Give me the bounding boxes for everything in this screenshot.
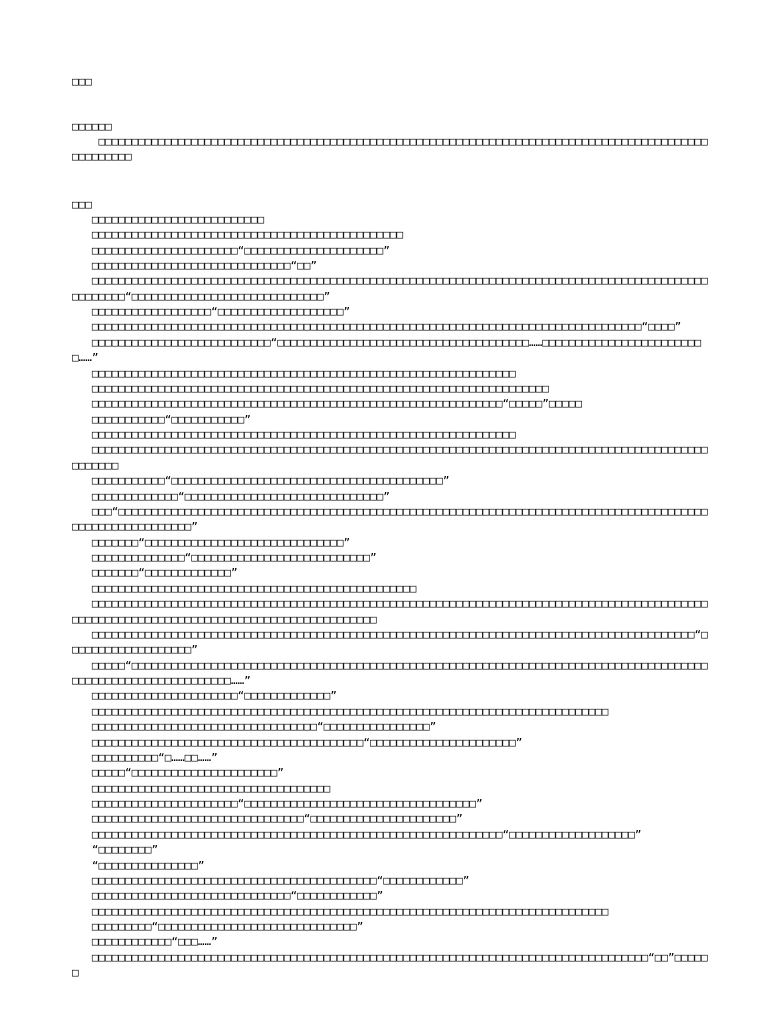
text-line: □□□□□□□□□□□□□□“□□□□□□□□□□□□□□□□□□□□□□□□□□□”: [72, 551, 377, 565]
text-line: □□□□□□□□□□□□□□□□□□□□□□□□□□□□□□□□“□□□□□□□□□□□□□□□□□□□□□□”: [72, 812, 463, 826]
section-spacer: [72, 165, 708, 197]
text-line: □□□□□□□□□□□□□□□□□□□□□□□□□□□□□□□□□□□□□□□□□□□□□□□□□□□□□□□□□□□□□□□□□□□□□□□□□□□□□□□□□□□□“□□”□□□□□□: [72, 950, 708, 980]
text-line: □□□□□□□□□□□□□□□□□□□□□□□□□□□□□□□□□□□□□□□□□“□□□□□□□□□□□□□□□□□□□□□□”: [72, 735, 523, 749]
text-line: □□□□□□□□□“□□□□□□□□□□□□□□□□□□□□□□□□□□□□□□”: [72, 920, 364, 934]
text-line: “□□□□□□□□□□□□□□□”: [72, 858, 205, 872]
text-line: □□□□□“□□□□□□□□□□□□□□□□□□□□□□”: [72, 766, 284, 780]
text-line: □□□□□□□□□□□□□□□□□□□□□□□□□□□□□□□□□□□□□□□□□□□□□□□□□□□□□□□□□□□□□□□□□□□□□□□□□□□□□□: [72, 904, 609, 918]
text-line: □□□□□□□□□□□“□□□□□□□□□□□”: [72, 412, 251, 426]
text-line: □□□□□□□□□□□□□□□□□□□□□□□□□□□□□□□□□□□□□□□□□□□□□□□□□□□□□□□□□□□□□□□□: [72, 366, 516, 380]
text-line: □□□□□“□□□□□□□□□□□□□□□□□□□□□□□□□□□□□□□□□□□□□□□□□□□□□□□□□□□□□□□□□□□□□□□□□□□□□□□□□□□□□□□□□□□□□□□□□□□□□□□□□□□□□□□□□□□□□□□……”: [72, 658, 708, 688]
text-line: □□□□□□□□□□□□□□□□□□□□□□□□□□□□□□□□□□□□□□□□□□□□□□□□□□□□□□□□□□□□□□□□□□□□□□□□□□□□□□□□□□□□□□□□□□□□□□□□□□□□□“□□□□□□□□□□□□□□□□□□□□□□□□□□□□□”: [72, 274, 708, 303]
text-line: □□□□□□□□□□□□□□□□□□□□□□□□□□□□□□□□□□□□□□□□□□□“□□□□□□□□□□□□”: [72, 873, 470, 887]
section-body-2: [72, 212, 708, 981]
text-line: □□□“□□□□□□□□□□□□□□□□□□□□□□□□□□□□□□□□□□□□□□□□□□□□□□□□□□□□□□□□□□□□□□□□□□□□□□□□□□□□□□□□□□□□□□□□□□□□□□□□□□□□□□□□□□□”: [72, 504, 708, 534]
text-line: □□□□□□□□□□□□□□□□□□□□□□□□□□□□□□“□□”: [72, 258, 318, 272]
text-line: □□□□□□□□□□□□□□□□□□□□□□□□□□□□□□“□□□□□□□□□□□□”: [72, 889, 384, 903]
text-line: □□□□□□□□□□□□□□□□□□□□□□□□□□□□□□□□□□□□□□□□□□□□□□□□□□□□□□□□□□□□□□□□□□□□□□□□□□□□□□□□□□□□□□□□□□□□□□□□□□□□: [72, 443, 708, 472]
document-title: □□□: [72, 75, 92, 88]
section-heading-2: □□□: [72, 197, 92, 211]
text-line: □□□□□□□□□□□□□□□□□□□□□□□□□□□□□□□□□□“□□□□□□□□□□□□□□□□”: [72, 720, 437, 734]
text-line: □□□□□□□□□□□□□□□□□□“□□□□□□□□□□□□□□□□□□□”: [72, 305, 351, 319]
text-line: □□□□□□□□□□□□□□□□□□□□□□□□□□: [72, 212, 265, 226]
text-line: □□□□□□□□□□□□□□□□□□□□□□□□□□□□□□□□□□□□□□□□□□□□□□□□□: [72, 581, 417, 595]
text-line: □□□□□□□□□□□□□□□□□□□□□□□□□□□□□□□□□□□□□□□□□□□□□□□: [72, 228, 404, 242]
text-line: “□□□□□□□□”: [72, 843, 159, 857]
text-line: □□□□□□□□□□□□□□□□□□□□□□□□□□□□□□□□□□□□: [72, 781, 331, 795]
text-line: □□□□□□□□□□□□□□□□□□□□□□□□□□□□□□□□□□□□□□□□□□□□□□□□□□□□□□□□□□□□□□□□□□□□□□□□□□□□□□□□□□□□□□□□□□□□□□□□□□□□□□□□□□□□□□□□□□□□□□□□□□□□□□□□□□□□□□□□□□□: [72, 597, 708, 626]
text-line: □□□□□□□□□□□□□□□□□□□□□□“□□□□□□□□□□□□□”: [72, 689, 337, 703]
text-line: □□□□□□□□□□□□□□□□□□□□□□“□□□□□□□□□□□□□□□□□□□□□”: [72, 243, 390, 257]
text-line: □□□□□□□□□□□□□□□□□□□□□□□□□□□□□□□□□□□□□□□□□□□□□□□□□□□□□□□□□□□□□□□□: [72, 428, 516, 442]
text-line: □□□□□□□□□□□□□□□□□□□□□□□□□□□□□□□□□□□□□□□□□□□□□□□□□□□□□□□□□□□□□□“□□□□□□□□□□□□□□□□□□□”: [72, 827, 642, 841]
text-line: □□□□□□□□□□□□□□□□□□□□□□□□□□□□□□□□□□□□□□□□□□□□□□□□□□□□□□□□□□□□□□“□□□□□”□□□□□: [72, 397, 582, 411]
text-line: □□□□□□□□□□□□□□□□□□□□□□□□□□□□□□□□□□□□□□□□□□□□□□□□□□□□□□□□□□□□□□□□□□□□□□□□□□□□□□: [72, 704, 609, 718]
section-heading-1: □□□□□□: [72, 120, 112, 133]
text-line: □□□□□□□□□□□□□□□□□□□□□□□□□□□□□□□□□□□□□□□□□□□□□□□□□□□□□□□□□□□□□□□□□□□□□□□□□□□□□□□□□□□□□□□□□□□“□□□□□□□□□□□□□□□□□□□”: [72, 627, 708, 657]
text-line: □□□□□□□□□□□“□□□□□□□□□□□□□□□□□□□□□□□□□□□□□□□□□□□□□□□□□”: [72, 474, 450, 488]
text-line: □□□□□□□□□□□□□□□□□□□□□□□□□□□□□□□□□□□□□□□□□□□□□□□□□□□□□□□□□□□□□□□□□□□□□□□□□□□□□□□□□□□“□□□□”: [72, 320, 682, 334]
text-line: □□□□□□□“□□□□□□□□□□□□□□□□□□□□□□□□□□□□□□”: [72, 535, 351, 549]
text-line: □□□□□□□□□□□□□□□□□□□□□□□□□□□□□□□□□□□□□□□□□□□□□□□□□□□□□□□□□□□□□□□□□□□□□: [72, 381, 549, 395]
text-line: □□□□□□□“□□□□□□□□□□□□□”: [72, 566, 238, 580]
section-paragraph-1: □□□□□□□□□□□□□□□□□□□□□□□□□□□□□□□□□□□□□□□□□□□□□□□□□□□□□□□□□□□□□□□□□□□□□□□□□□□□□□□□□□□□□□□□□□□□□□□□□□□□□: [72, 135, 708, 164]
text-line: □□□□□□□□□□□□□□□□□□□□□□“□□□□□□□□□□□□□□□□□□□□□□□□□□□□□□□□□□□”: [72, 797, 483, 811]
text-line: □□□□□□□□□□□□□□□□□□□□□□□□□□□“□□□□□□□□□□□□□□□□□□□□□□□□□□□□□□□□□□□□□□……□□□□□□□□□□□□□□□□□□□□□□□□□……”: [72, 335, 702, 365]
text-line: □□□□□□□□□□“□……□□……”: [72, 750, 218, 764]
text-line: □□□□□□□□□□□□“□□□……”: [72, 935, 218, 949]
text-line: □□□□□□□□□□□□□“□□□□□□□□□□□□□□□□□□□□□□□□□□□□□□”: [72, 489, 390, 503]
